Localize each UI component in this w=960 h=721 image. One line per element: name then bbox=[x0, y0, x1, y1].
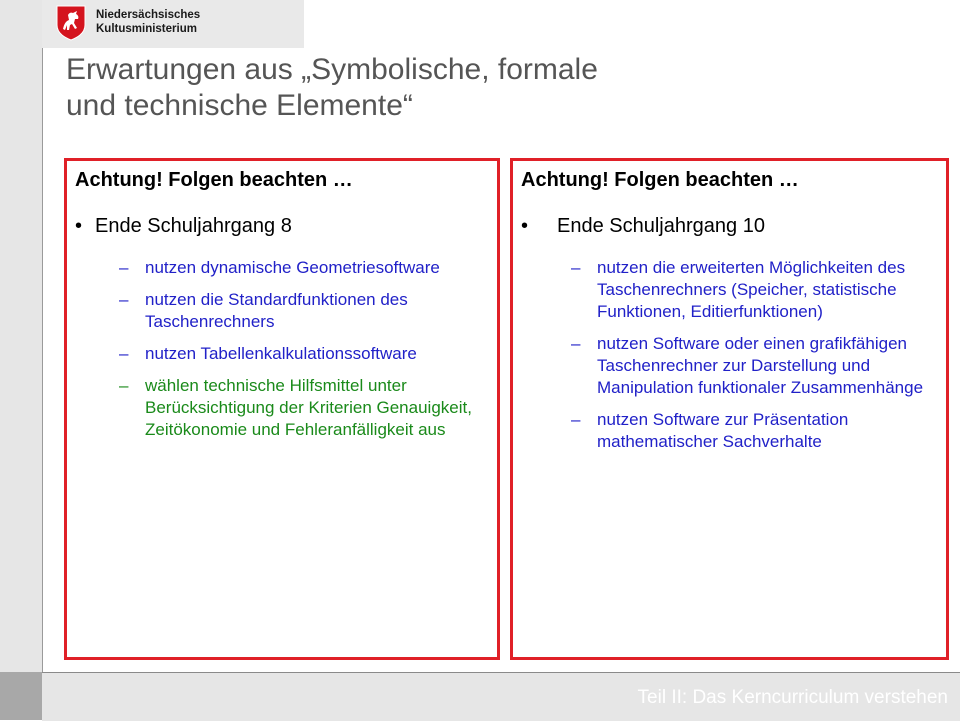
left-main-bullet bbox=[75, 215, 292, 238]
list-item bbox=[119, 289, 489, 333]
list-item-text: nutzen Software oder einen grafikfähigen Taschenrechner zur Darstellung und Manipulation funktionaler Zusammenhänge bbox=[597, 334, 924, 397]
list-item-text: nutzen die Standardfunktionen des Taschenrechners bbox=[145, 290, 408, 331]
list-item-text: nutzen die erweiterten Möglichkeiten des Taschenrechners (Speicher, statistische Funktionen, Editierfunktionen) bbox=[597, 258, 906, 321]
title-line-2: und technische Elemente“ bbox=[66, 89, 413, 122]
list-item-text: nutzen dynamische Geometriesoftware bbox=[145, 258, 440, 277]
dash-marker: – bbox=[571, 334, 581, 353]
dash-marker: – bbox=[571, 410, 581, 429]
left-strip-footer bbox=[0, 672, 42, 720]
slide-title bbox=[66, 52, 926, 124]
logo-line-1: Niedersächsisches bbox=[96, 9, 201, 21]
dash-marker: – bbox=[119, 344, 129, 363]
list-item-text: nutzen Tabellenkalkulationssoftware bbox=[145, 344, 417, 363]
right-panel-heading: Achtung! Folgen beachten … bbox=[521, 169, 799, 191]
right-main-bullet bbox=[521, 215, 765, 238]
ministry-logo bbox=[42, 0, 304, 48]
dash-marker: – bbox=[119, 376, 129, 395]
left-sub-list bbox=[119, 257, 489, 451]
list-item-text: wählen technische Hilfsmittel unter Berücksichtigung der Kriterien Genauigkeit, Zeitökonomie und Fehleranfälligkeit aus bbox=[145, 376, 472, 439]
list-item bbox=[571, 409, 937, 453]
list-item bbox=[119, 343, 489, 365]
list-item bbox=[571, 257, 937, 323]
list-item bbox=[119, 375, 489, 441]
footer-bar bbox=[42, 672, 960, 721]
list-item-text: nutzen Software zur Präsentation mathematischer Sachverhalte bbox=[597, 410, 849, 451]
dash-marker: – bbox=[119, 258, 129, 277]
left-panel-grade-8 bbox=[64, 158, 500, 660]
list-item bbox=[119, 257, 489, 279]
saxony-horse-icon bbox=[56, 5, 86, 41]
right-bullet-text: Ende Schuljahrgang 10 bbox=[557, 215, 765, 237]
title-line-1: Erwartungen aus „Symbolische, formale bbox=[66, 53, 598, 86]
left-bullet-text: Ende Schuljahrgang 8 bbox=[95, 215, 292, 237]
bullet-dot: • bbox=[521, 215, 529, 237]
logo-line-2: Kultusministerium bbox=[96, 23, 197, 35]
list-item bbox=[571, 333, 937, 399]
left-side-strip bbox=[0, 0, 43, 720]
dash-marker: – bbox=[571, 258, 581, 277]
footer-text: Teil II: Das Kerncurriculum verstehen bbox=[637, 687, 948, 708]
logo-text bbox=[96, 8, 200, 36]
dash-marker: – bbox=[119, 290, 129, 309]
bullet-dot: • bbox=[75, 215, 83, 237]
right-panel-grade-10 bbox=[510, 158, 949, 660]
left-panel-heading: Achtung! Folgen beachten … bbox=[75, 169, 353, 191]
right-sub-list bbox=[571, 257, 937, 463]
